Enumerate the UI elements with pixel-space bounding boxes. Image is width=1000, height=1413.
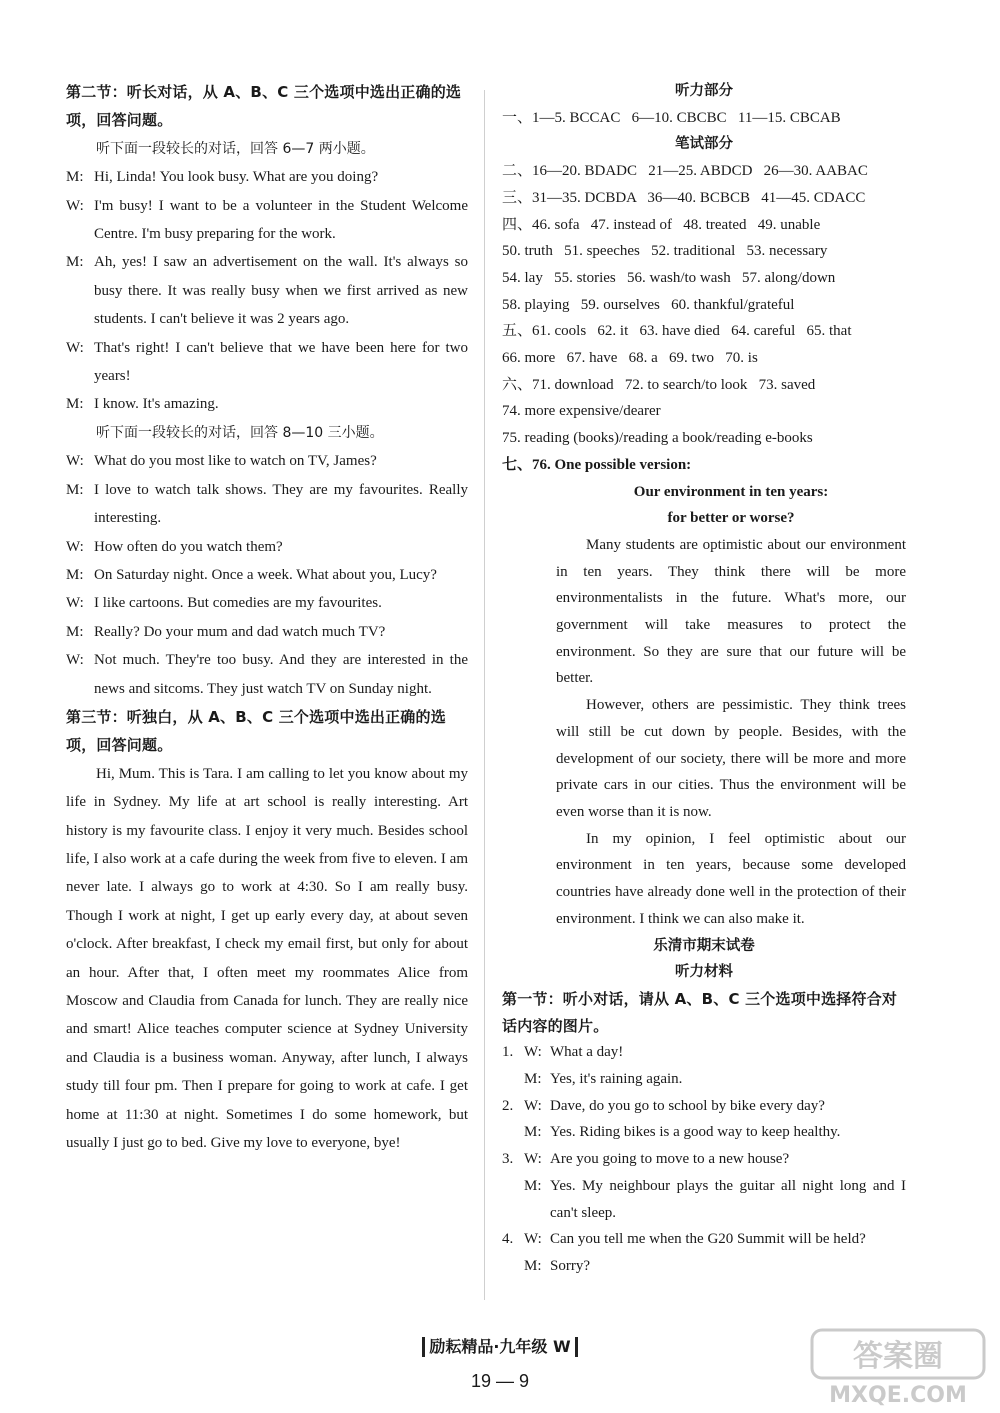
dialog-line (66, 476, 468, 533)
dialog-line (66, 589, 468, 617)
speaker-label: M: (524, 1177, 542, 1194)
essay (502, 479, 906, 933)
dialog-text: I'm busy! I want to be a volunteer in the Student Welcome Centre. I'm busy preparing for the work. (94, 197, 468, 243)
dialog-line (66, 533, 468, 561)
dialog-text: How often do you watch them? (94, 538, 283, 555)
dialog-line (66, 192, 468, 249)
speaker-label: M: (524, 1124, 542, 1141)
question-number: 2. (502, 1097, 514, 1114)
speaker-label: W: (524, 1044, 542, 1061)
short-dialog-line (502, 1039, 906, 1066)
question-number: 1. (502, 1044, 514, 1061)
answer-line: 二、16—20. BDADC 21—25. ABDCD 26—30. AABAC (502, 163, 868, 180)
dialog-text: Can you tell me when the G20 Summit will be held? (550, 1231, 866, 1248)
essay-paragraph: In my opinion, I feel optimistic about our environment in ten years, because some developed countries have already done well in the protection of their environment. I think we can also make it. (556, 830, 906, 927)
speaker-label: M: (66, 254, 84, 271)
listening-title: 听力部分 (675, 83, 733, 99)
dialog-text: I know. It's amazing. (94, 396, 219, 413)
essay-paragraph: Many students are optimistic about our environment in ten years. They think there will be more environmentalists in the future. What's more, our government will take measures to protect the environment. So they are sure that our future will be better. (556, 536, 906, 687)
short-dialog-line (502, 1093, 906, 1120)
short-dialog-line (502, 1253, 906, 1280)
dialog-line (66, 561, 468, 589)
dialog1-instruction: 听下面一段较长的对话，回答 6—7 两小题。 (96, 140, 375, 157)
essay-title-line1: Our environment in ten years: (633, 483, 829, 500)
section2-heading: 第二节：听长对话，从 A、B、C 三个选项中选出正确的选项，回答问题。 (66, 83, 462, 130)
dialog-line (66, 334, 468, 391)
answer-line: 七、76. One possible version: (502, 456, 692, 473)
dialog-text: That's right! I can't believe that we have been here for two years! (94, 339, 468, 385)
speaker-label: W: (66, 197, 84, 214)
left-column (66, 78, 468, 1157)
dialog-text: Hi, Linda! You look busy. What are you doing? (94, 169, 379, 186)
page-number: 19 — 9 (470, 1371, 530, 1391)
footer-book-title: 励耘精品·九年级 W (422, 1337, 577, 1357)
dialog-line (66, 618, 468, 646)
dialog-text: Yes. Riding bikes is a good way to keep healthy. (550, 1124, 841, 1141)
dialog-text: Yes, it's raining again. (550, 1071, 683, 1088)
dialog2 (66, 447, 468, 703)
watermark-text-en: MXQE.COM (829, 1383, 967, 1408)
answer-line: 66. more 67. have 68. a 69. two 70. is (502, 350, 758, 367)
answer-line: 54. lay 55. stories 56. wash/to wash 57. along/down (502, 269, 836, 286)
speaker-label: M: (524, 1071, 542, 1088)
watermark-text-cn: 答案圈 (853, 1339, 943, 1374)
right-column (502, 78, 906, 1280)
short-dialog-line (502, 1226, 906, 1253)
dialog-text: I love to watch talk shows. They are my favourites. Really interesting. (94, 481, 468, 527)
short-dialog-line (502, 1146, 906, 1173)
dialog-text: Really? Do your mum and dad watch much TV? (94, 623, 386, 640)
speaker-label: W: (66, 538, 84, 555)
speaker-label: M: (66, 169, 84, 186)
question-number (502, 1066, 524, 1093)
speaker-label: W: (66, 652, 84, 669)
column-divider (484, 90, 485, 1300)
short-dialog-line (502, 1119, 906, 1146)
speaker-label: W: (66, 453, 84, 470)
speaker-label: M: (524, 1257, 542, 1274)
question-number (502, 1253, 524, 1280)
dialog-line (66, 163, 468, 191)
answer-line: 58. playing 59. ourselves 60. thankful/grateful (502, 296, 795, 313)
short-dialog-line (502, 1173, 906, 1226)
dialog-text: On Saturday night. Once a week. What about you, Lucy? (94, 566, 437, 583)
speaker-label: W: (524, 1231, 542, 1248)
question-number (502, 1119, 524, 1146)
essay-body (556, 532, 906, 933)
writing-title: 笔试部分 (675, 136, 733, 153)
dialog-text: Yes. My neighbour plays the guitar all night long and I can't sleep. (550, 1177, 906, 1221)
answer-line: 74. more expensive/dearer (502, 403, 661, 420)
dialog-text: Ah, yes! I saw an advertisement on the wall. It's always so busy there. It was really busy when we first arrived as new students. I can't believe it was 2 years ago. (94, 254, 468, 328)
answer-list (502, 158, 906, 478)
dialog-text: What a day! (550, 1044, 624, 1061)
speaker-label: M: (66, 396, 84, 413)
question-number: 4. (502, 1231, 514, 1248)
answer-line: 75. reading (books)/reading a book/reading e-books (502, 430, 813, 447)
speaker-label: M: (66, 566, 84, 583)
speaker-label: M: (66, 481, 84, 498)
section1-heading: 第一节：听小对话，请从 A、B、C 三个选项中选择符合对话内容的图片。 (502, 989, 898, 1035)
speaker-label: W: (524, 1151, 542, 1168)
dialog-line (66, 447, 468, 475)
answer-line: 50. truth 51. speeches 52. traditional 53. necessary (502, 243, 828, 260)
question-number: 3. (502, 1151, 514, 1168)
monologue-text: Hi, Mum. This is Tara. I am calling to let you know about my life in Sydney. My life at art school is really interesting. Art history is my favourite class. I enjoy it very much. Besides school life, I also work at a cafe during the week from five to eleven. I am never late. I always go to work at 4:30. So I am really busy. Though I work at night, I get up early every day, at about seven o'clock. After breakfast, I check my email first, but only for about an hour. After that, I often meet my roommates Alice from Moscow and Claudia from Canada for lunch. They are really nice and smart! Alice teaches computer science at Sydney University and Claudia is a business woman. Anyway, after lunch, I always study till four pm. Then I prepare for going to work at cafe. I get home at 11:30 at night. Sometimes I do some homework, but usually I just go to bed. Give my love to everyone, bye! (66, 765, 468, 1152)
short-dialog-line (502, 1066, 906, 1093)
dialog-text: Not much. They're too busy. And they are interested in the news and sitcoms. They just watch TV on Sunday night. (94, 652, 468, 697)
short-dialogs (502, 1039, 906, 1279)
question-number (502, 1173, 524, 1226)
speaker-label: W: (66, 595, 84, 612)
material-title: 听力材料 (675, 964, 733, 981)
dialog-line (66, 390, 468, 418)
dialog-text: Sorry? (550, 1257, 590, 1274)
watermark-logo-graphic (810, 1328, 986, 1408)
dialog-line (66, 248, 468, 333)
dialog-text: I like cartoons. But comedies are my favourites. (94, 595, 382, 612)
answer-line: 五、61. cools 62. it 63. have died 64. careful 65. that (502, 323, 852, 340)
speaker-label: W: (66, 339, 84, 356)
speaker-label: M: (66, 623, 84, 640)
dialog-text: What do you most like to watch on TV, James? (94, 453, 377, 470)
answer-line: 三、31—35. DCBDA 36—40. BCBCB 41—45. CDACC (502, 189, 866, 206)
essay-paragraph: However, others are pessimistic. They think trees will still be cut down by people. Besides, with the development of our society, there will be more and more private cars in our cities. Thus the environment will be even worse than it is now. (556, 697, 906, 820)
speaker-label: W: (524, 1097, 542, 1114)
dialog-text: Dave, do you go to school by bike every day? (550, 1097, 825, 1114)
answer-line: 四、46. sofa 47. instead of 48. treated 49. unable (502, 216, 821, 233)
section3-heading: 第三节：听独白，从 A、B、C 三个选项中选出正确的选项，回答问题。 (66, 707, 446, 755)
dialog2-instruction: 听下面一段较长的对话，回答 8—10 三小题。 (96, 424, 384, 441)
essay-title-line2: for better or worse? (667, 510, 795, 527)
watermark-logo (810, 1328, 986, 1408)
answer-line-listening: 一、1—5. BCCAC 6—10. CBCBC 11—15. CBCAB (502, 109, 841, 126)
dialog1 (66, 163, 468, 419)
exam-title: 乐清市期末试卷 (653, 937, 755, 954)
answer-line: 六、71. download 72. to search/to look 73. saved (502, 376, 816, 393)
dialog-line (66, 646, 468, 703)
dialog-text: Are you going to move to a new house? (550, 1151, 790, 1168)
